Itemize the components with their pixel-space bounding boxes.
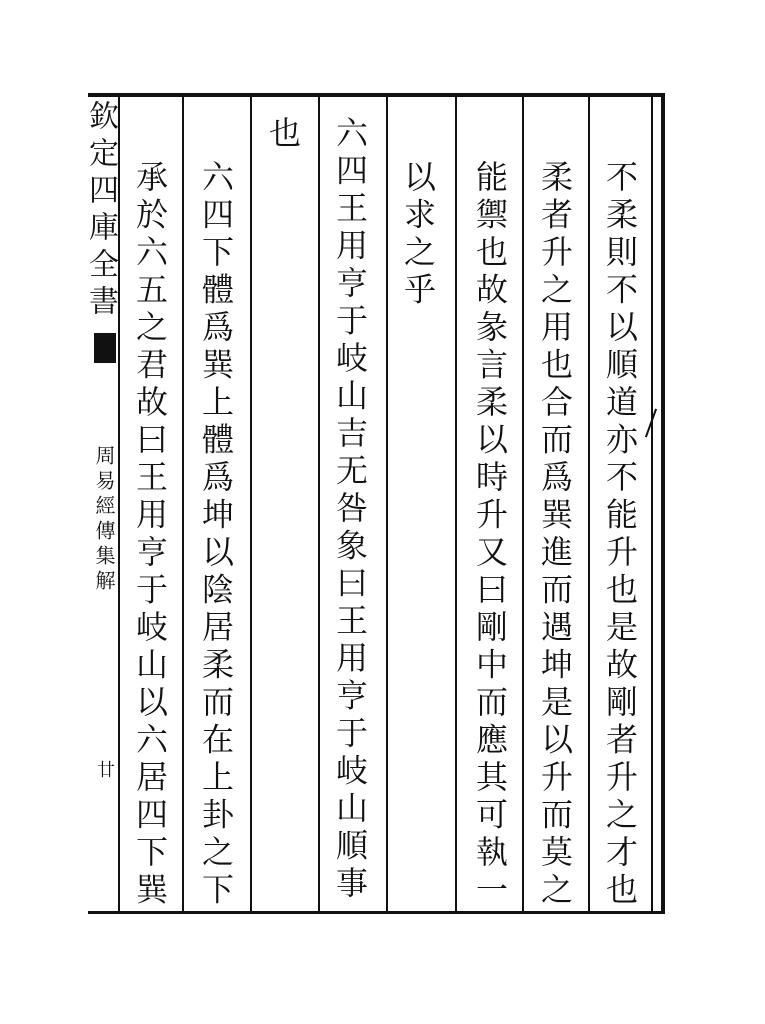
book-title: 周易經傳集解	[92, 445, 116, 595]
text-column-4: 以求之乎	[399, 160, 437, 310]
text-column-1: 不柔則不以順道亦不能升也是故剛者升之才也	[601, 160, 639, 910]
column-divider	[318, 95, 320, 913]
fishtail-block	[94, 333, 116, 363]
right-border-inner	[651, 93, 653, 914]
top-border	[88, 93, 665, 97]
text-column-2: 柔者升之用也合而爲巽進而遇坤是以升而莫之	[536, 160, 574, 910]
text-column-6: 也	[264, 116, 302, 154]
text-area-left-border	[118, 95, 120, 913]
text-column-7: 六四下體爲巽上體爲坤以陰居柔而在上卦之下	[197, 160, 235, 910]
column-divider	[250, 95, 252, 913]
text-column-3: 能禦也故彖言柔以時升又曰剛中而應其可執一	[471, 160, 509, 910]
text-column-5: 六四王用亨于岐山吉无咎象曰王用亨于岐山順事	[331, 116, 369, 904]
column-divider	[455, 95, 457, 913]
column-divider	[522, 95, 524, 913]
text-column-8: 承於六五之君故曰王用亨于岐山以六居四下巽	[131, 160, 169, 910]
column-divider	[182, 95, 184, 913]
column-divider	[588, 95, 590, 913]
column-divider	[386, 95, 388, 913]
right-border-outer	[661, 93, 665, 914]
page-number: 廿	[94, 760, 115, 778]
collection-title: 欽定四庫全書	[83, 100, 118, 322]
bottom-border	[88, 911, 665, 914]
